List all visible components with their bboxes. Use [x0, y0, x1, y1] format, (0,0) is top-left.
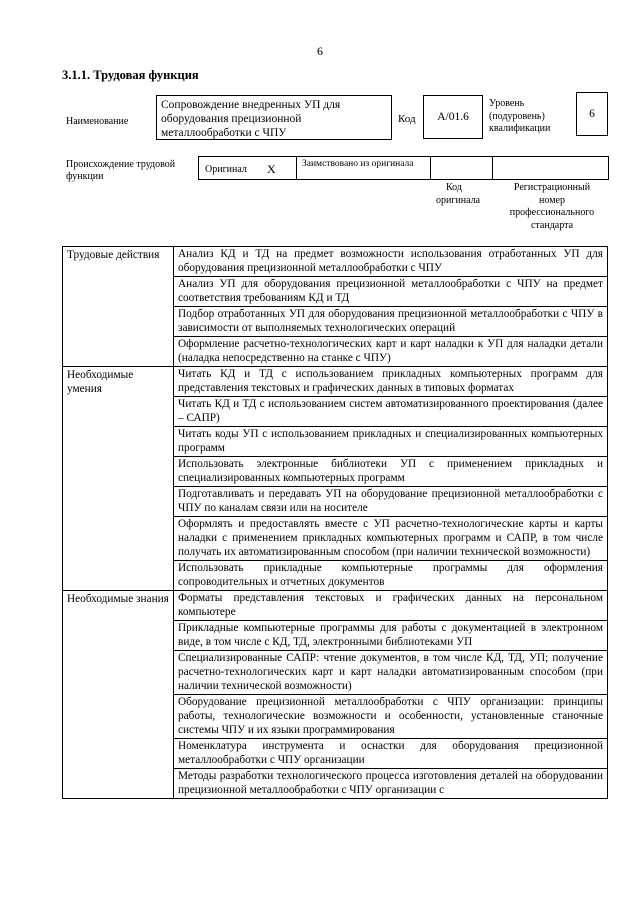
table-cell: Оборудование прецизионной металлообработки с ЧПУ организации: принципы работы, технологические возможности и особенности, установленные станочные системы ЧПУ и их языки программирования	[174, 695, 608, 739]
table-cell: Методы разработки технологического процесса изготовления деталей на оборудовании прецизионной металлообработки с ЧПУ организации с	[174, 769, 608, 799]
name-value: Сопровождение внедренных УП для оборудования прецизионной металлообработки с ЧПУ	[156, 95, 392, 140]
labor-function-table	[62, 246, 608, 799]
origin-row	[198, 156, 609, 180]
table-cell: Читать КД и ТД с использованием прикладных компьютерных программ для представления текстовых и графических данных в типовых форматах	[174, 367, 608, 397]
section-title: 3.1.1. Трудовая функция	[62, 68, 199, 82]
table-cell: Анализ УП для оборудования прецизионной металлообработки с ЧПУ на предмет соответствия требованиям КД и ТД	[174, 277, 608, 307]
code-label: Код	[398, 113, 416, 125]
section-category: Необходимые умения	[63, 367, 174, 591]
table-row	[63, 591, 608, 621]
origin-code-cell	[431, 157, 493, 179]
origin-reg-number-cell	[493, 157, 608, 179]
table-cell: Форматы представления текстовых и графических данных на персональном компьютере	[174, 591, 608, 621]
table-cell: Оформлять и предоставлять вместе с УП расчетно-технологические карты и карты наладки с применением прикладных компьютерных программ и САПР, в том числе получать их автоматизированным способом (при наличии технической возможности)	[174, 517, 608, 561]
origin-borrowed-cell	[297, 157, 431, 179]
registration-number-caption: Регистрационный номер профессионального стандарта	[509, 182, 595, 231]
page-number: 6	[317, 44, 323, 58]
original-mark: X	[267, 162, 276, 176]
table-row	[63, 367, 608, 397]
table-cell: Анализ КД и ТД на предмет возможности использования отработанных УП для оборудования прецизионной металлообработки с ЧПУ	[174, 247, 608, 277]
origin-label: Происхождение трудовой функции	[66, 159, 176, 182]
code-of-original-caption: Код оригинала	[436, 182, 481, 206]
origin-original-cell	[199, 157, 297, 179]
table-cell: Читать КД и ТД с использованием систем автоматизированного проектирования (далее – САПР)	[174, 397, 608, 427]
table-cell: Прикладные компьютерные программы для работы с документацией в электронном виде, в том числе с КД, ТД, электронными библиотеками УП	[174, 621, 608, 651]
section-category: Трудовые действия	[63, 247, 174, 367]
table-row	[63, 247, 608, 277]
table-cell: Номенклатура инструмента и оснастки для оборудования прецизионной металлообработки с ЧПУ организации	[174, 739, 608, 769]
qualification-level-value: 6	[576, 92, 608, 136]
borrowed-label: Заимствовано из оригинала	[302, 159, 414, 169]
table-cell: Оформление расчетно-технологических карт и карт наладки к УП для наладки детали (наладка непосредственно на станке с ЧПУ)	[174, 337, 608, 367]
section-category: Необходимые знания	[63, 591, 174, 799]
original-label: Оригинал	[205, 164, 247, 175]
table-cell: Специализированные САПР: чтение документов, в том числе КД, ТД, УП; получение расчетно-технологических карт и карт наладки автоматизированным способом (при наличии технической возможности)	[174, 651, 608, 695]
table-cell: Подбор отработанных УП для оборудования прецизионной металлообработки с ЧПУ в зависимости от выполняемых технологических операций	[174, 307, 608, 337]
code-value: А/01.6	[423, 95, 483, 139]
table-cell: Читать коды УП с использованием прикладных и специализированных компьютерных программ	[174, 427, 608, 457]
table-cell: Подготавливать и передавать УП на оборудование прецизионной металлообработки с ЧПУ по каналам связи или на носителе	[174, 487, 608, 517]
qualification-level-label: Уровень (подуровень) квалификации	[489, 98, 551, 134]
table-cell: Использовать электронные библиотеки УП с применением прикладных и специализированных компьютерных программ	[174, 457, 608, 487]
table-cell: Использовать прикладные компьютерные программы для оформления сопроводительных и отчетных документов	[174, 561, 608, 591]
name-label: Наименование	[66, 116, 129, 127]
